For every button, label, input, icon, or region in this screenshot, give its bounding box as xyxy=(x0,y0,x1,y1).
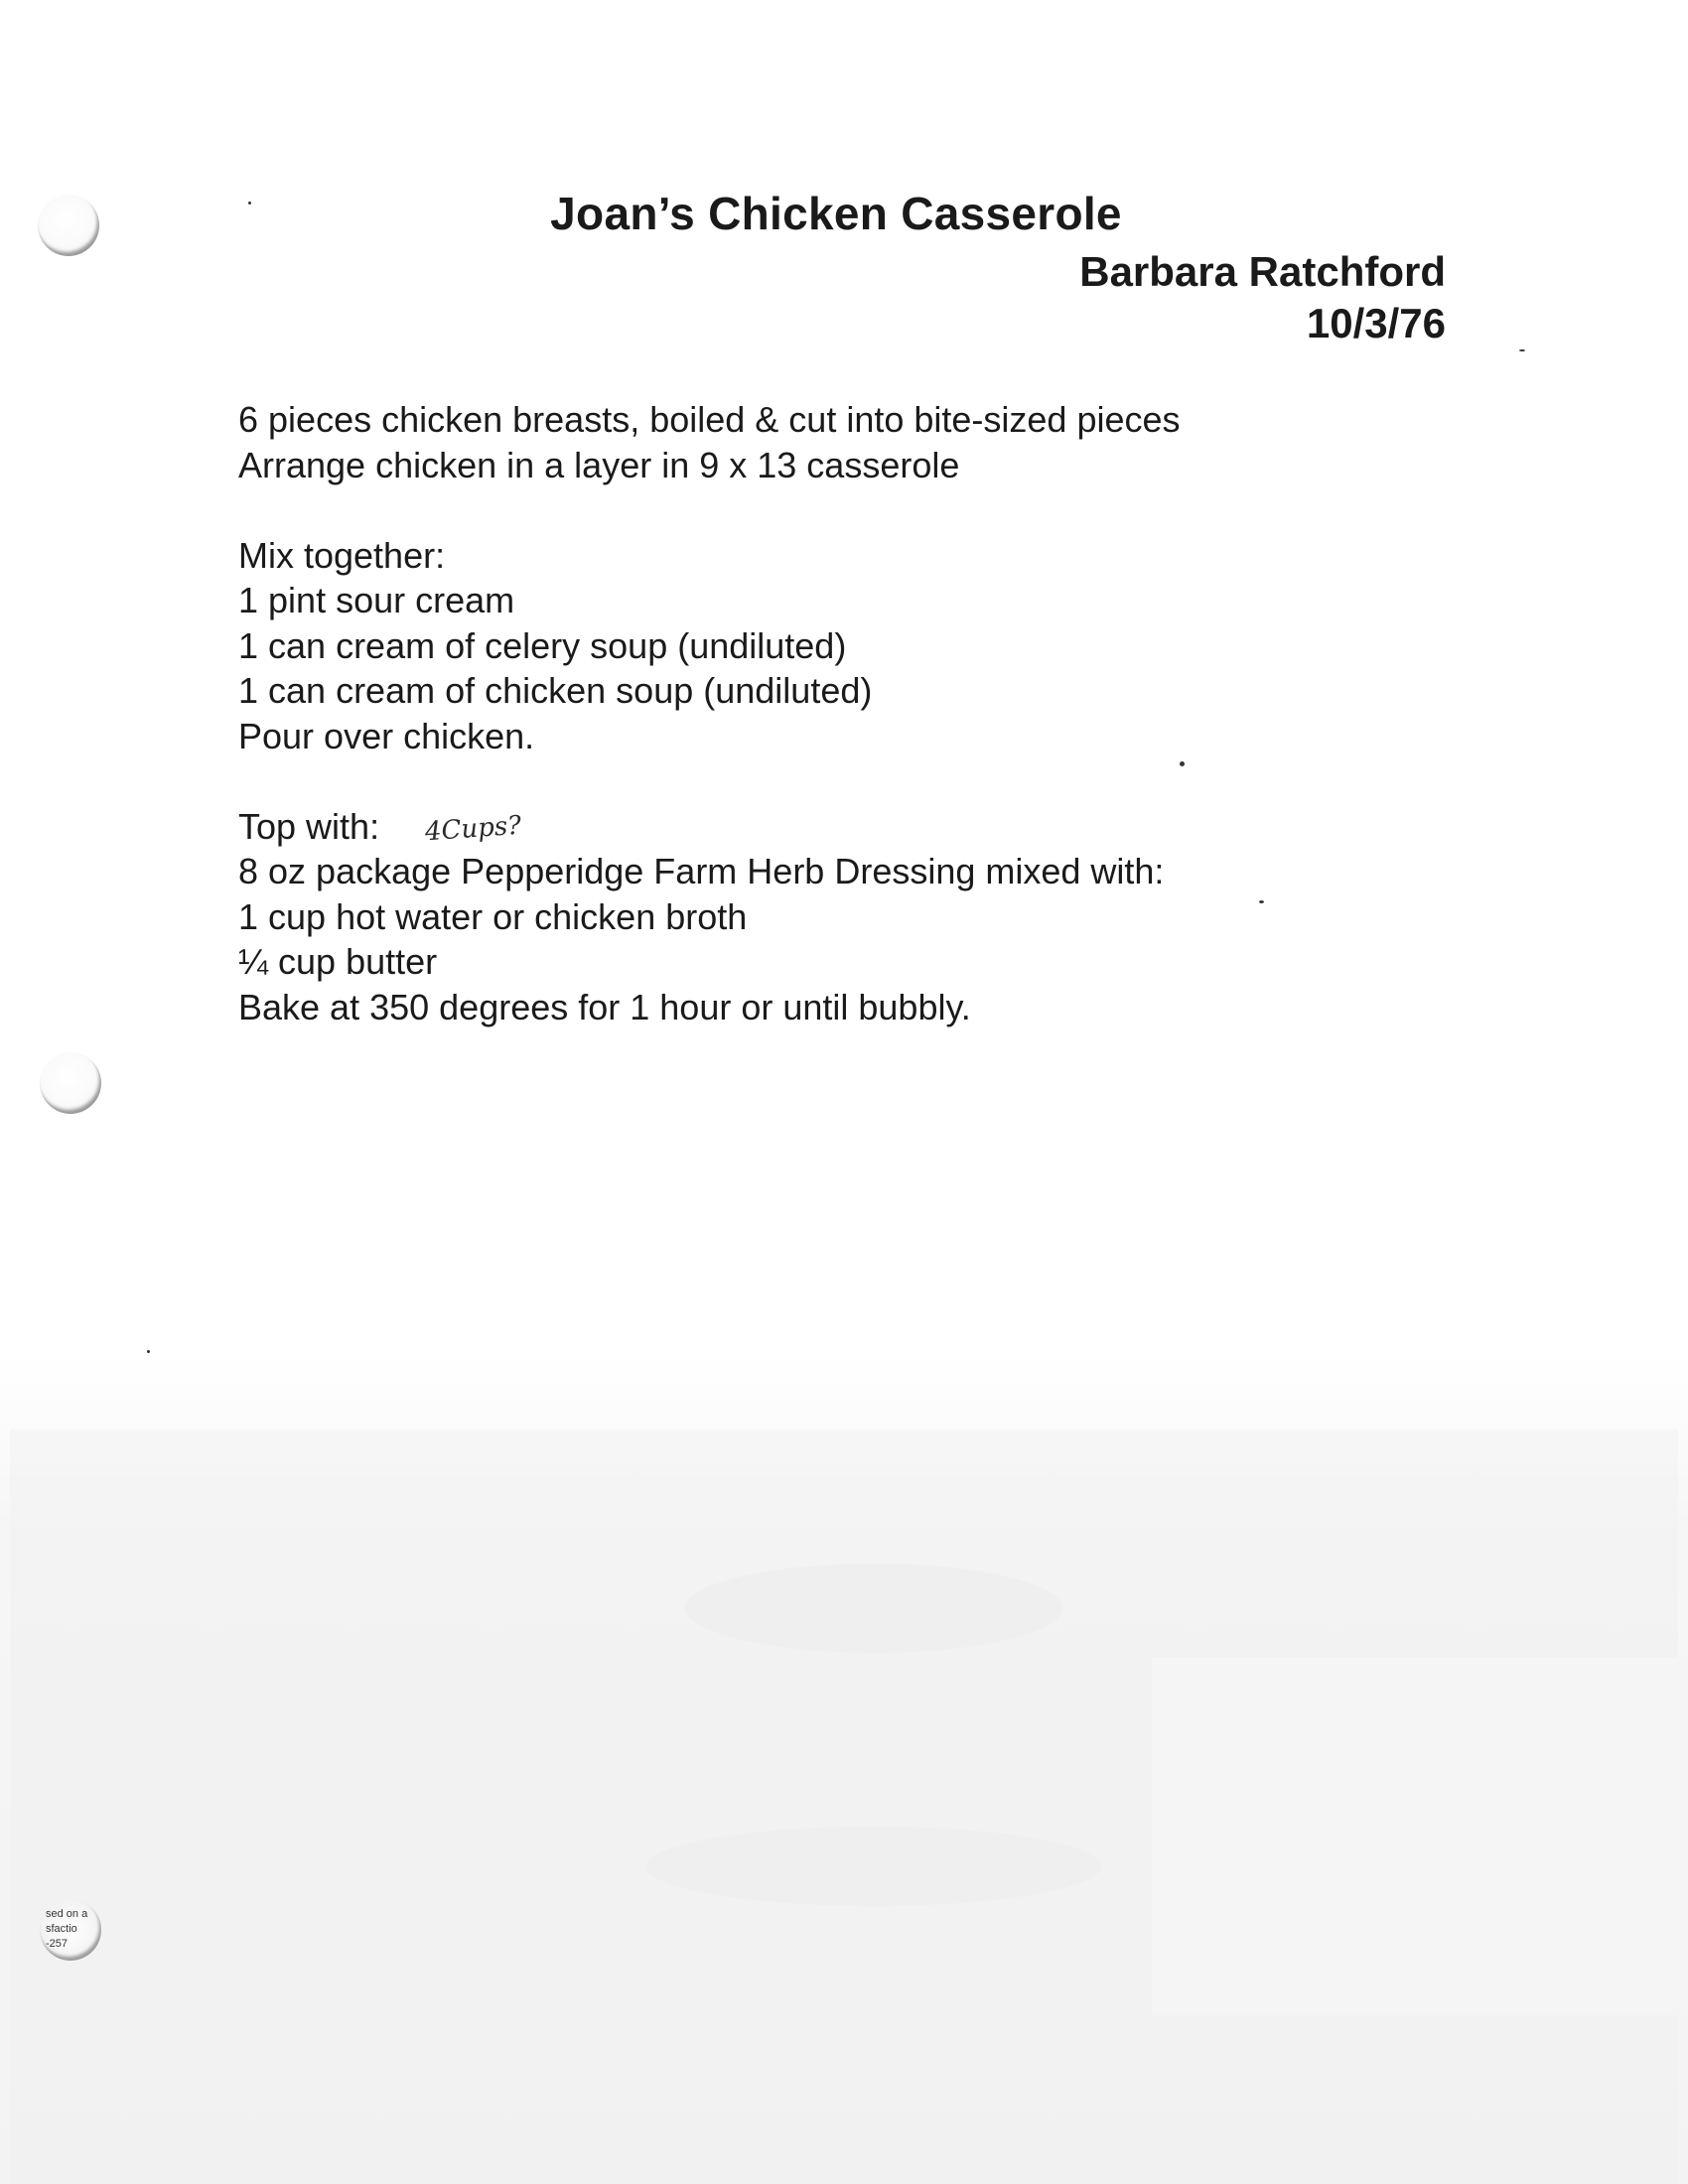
hole-scrap-text xyxy=(46,1907,97,1952)
scan-speck xyxy=(1259,900,1264,903)
recipe-date: 10/3/76 xyxy=(1306,300,1446,346)
hole-scrap-line: -257 xyxy=(46,1938,69,1950)
recipe-line: 1 cup hot water or chicken broth xyxy=(238,895,748,937)
recipe-line: 8 oz package Pepperidge Farm Herb Dressing mixed with: xyxy=(238,851,1165,891)
recipe-title xyxy=(0,187,1688,240)
recipe-line: Top with: xyxy=(238,805,380,847)
hole-scrap-line: sed on a xyxy=(46,1908,88,1920)
reverse-side-bleed-through xyxy=(0,1430,1688,2184)
recipe-author: Barbara Ratchford xyxy=(1079,248,1446,295)
hole-scrap-line: sfactio xyxy=(46,1923,77,1935)
scan-speck xyxy=(1519,349,1525,351)
recipe-line: Bake at 350 degrees for 1 hour or until bubbly. xyxy=(238,986,971,1027)
recipe-line: 1 can cream of celery soup (undiluted) xyxy=(238,624,847,666)
handwritten-note: 4Cups? xyxy=(424,810,523,848)
recipe-line-blank xyxy=(238,487,1430,533)
recipe-line: Mix together: xyxy=(238,534,446,576)
recipe-line: 1 can cream of chicken soup (undiluted) xyxy=(238,670,873,711)
recipe-body xyxy=(238,397,1430,1029)
scan-speck xyxy=(1180,761,1185,766)
recipe-line-blank xyxy=(238,758,1430,804)
recipe-title-text: Joan’s Chicken Casserole xyxy=(550,188,1122,239)
recipe-line: ¼ cup butter xyxy=(238,941,438,982)
recipe-line: 6 pieces chicken breasts, boiled & cut into bite-sized pieces xyxy=(238,399,1181,440)
recipe-line: 1 pint sour cream xyxy=(238,580,515,620)
binder-hole-bottom xyxy=(40,1899,101,1961)
recipe-line: Pour over chicken. xyxy=(238,715,535,756)
binder-hole-middle xyxy=(40,1052,101,1114)
scan-speck xyxy=(147,1350,150,1353)
recipe-line: Arrange chicken in a layer in 9 x 13 casserole xyxy=(238,444,960,485)
scan-speck xyxy=(248,202,251,205)
